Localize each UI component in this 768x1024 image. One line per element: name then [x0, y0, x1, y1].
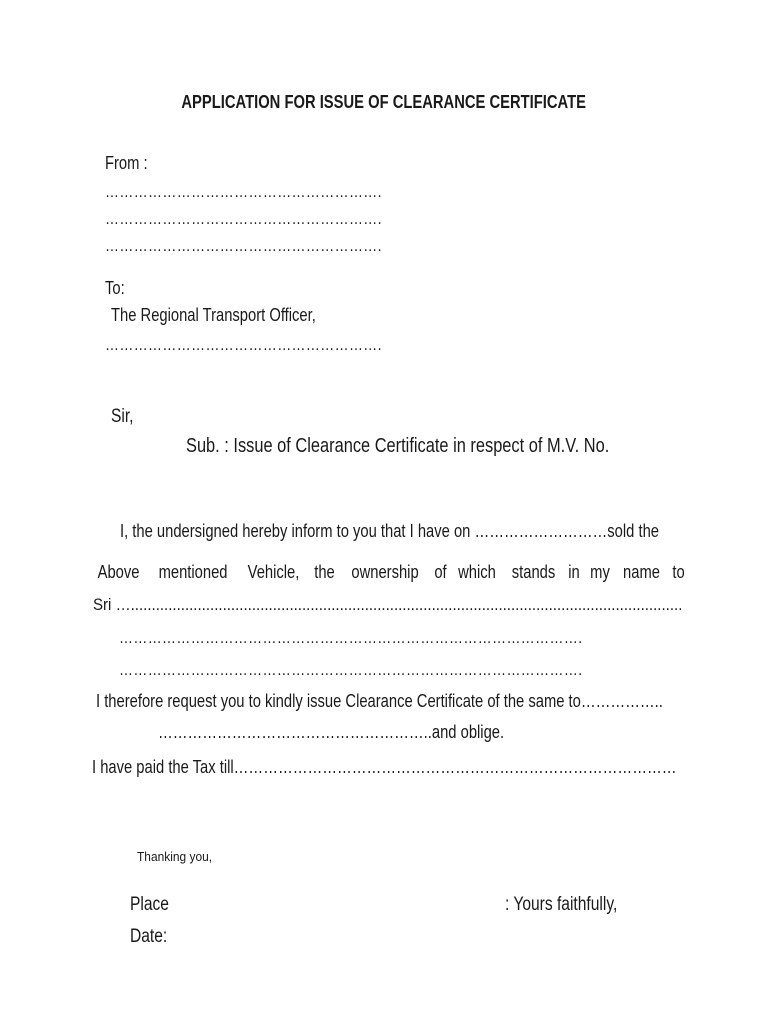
- body-paragraph-4: …………………………………………………………………………………….: [119, 628, 583, 647]
- body-word: name: [622, 562, 660, 582]
- body-word: to: [672, 562, 685, 582]
- from-label: From :: [105, 153, 148, 173]
- from-address-line-1: ………………………………………………….: [105, 182, 382, 201]
- body-paragraph-6: I therefore request you to kindly issue Clearance Certificate of the same to……………..: [96, 691, 663, 711]
- body-paragraph-8: I have paid the Tax till………………………………………………………………………………: [92, 757, 677, 777]
- date-label: Date:: [130, 926, 168, 947]
- document-title: APPLICATION FOR ISSUE OF CLEARANCE CERTIFICATE: [181, 92, 587, 112]
- body-paragraph-3: Sri …....................................................................................................................................: [93, 595, 683, 614]
- body-paragraph-7: ………………………………………………..and oblige.: [158, 722, 505, 742]
- body-word: in: [568, 562, 580, 582]
- body-paragraph-1: I, the undersigned hereby inform to you that I have on ………………………sold the: [120, 521, 660, 541]
- closing-yours-faithfully: : Yours faithfully,: [505, 894, 618, 915]
- body-word: of: [433, 562, 447, 582]
- to-addressee: The Regional Transport Officer,: [111, 305, 316, 325]
- from-address-line-2: ………………………………………………….: [105, 209, 382, 228]
- salutation: Sir,: [111, 406, 134, 427]
- body-word: Vehicle,: [247, 562, 300, 582]
- body-word: Above: [97, 562, 140, 582]
- body-word: the: [313, 562, 335, 582]
- body-word: stands: [512, 562, 556, 582]
- body-paragraph-5: …………………………………………………………………………………….: [119, 660, 583, 679]
- body-word: mentioned: [158, 562, 228, 582]
- body-word: which: [458, 562, 497, 582]
- body-word: ownership: [351, 562, 419, 582]
- place-label: Place: [130, 894, 169, 915]
- body-word: my: [590, 562, 610, 582]
- body-paragraph-2: [93, 563, 686, 581]
- from-address-line-3: ………………………………………………….: [105, 236, 382, 255]
- closing-thanks: Thanking you,: [137, 849, 213, 864]
- to-address-line-1: ………………………………………………….: [105, 335, 382, 354]
- subject-line: Sub. : Issue of Clearance Certificate in respect of M.V. No.: [186, 435, 610, 457]
- to-label: To:: [105, 278, 125, 298]
